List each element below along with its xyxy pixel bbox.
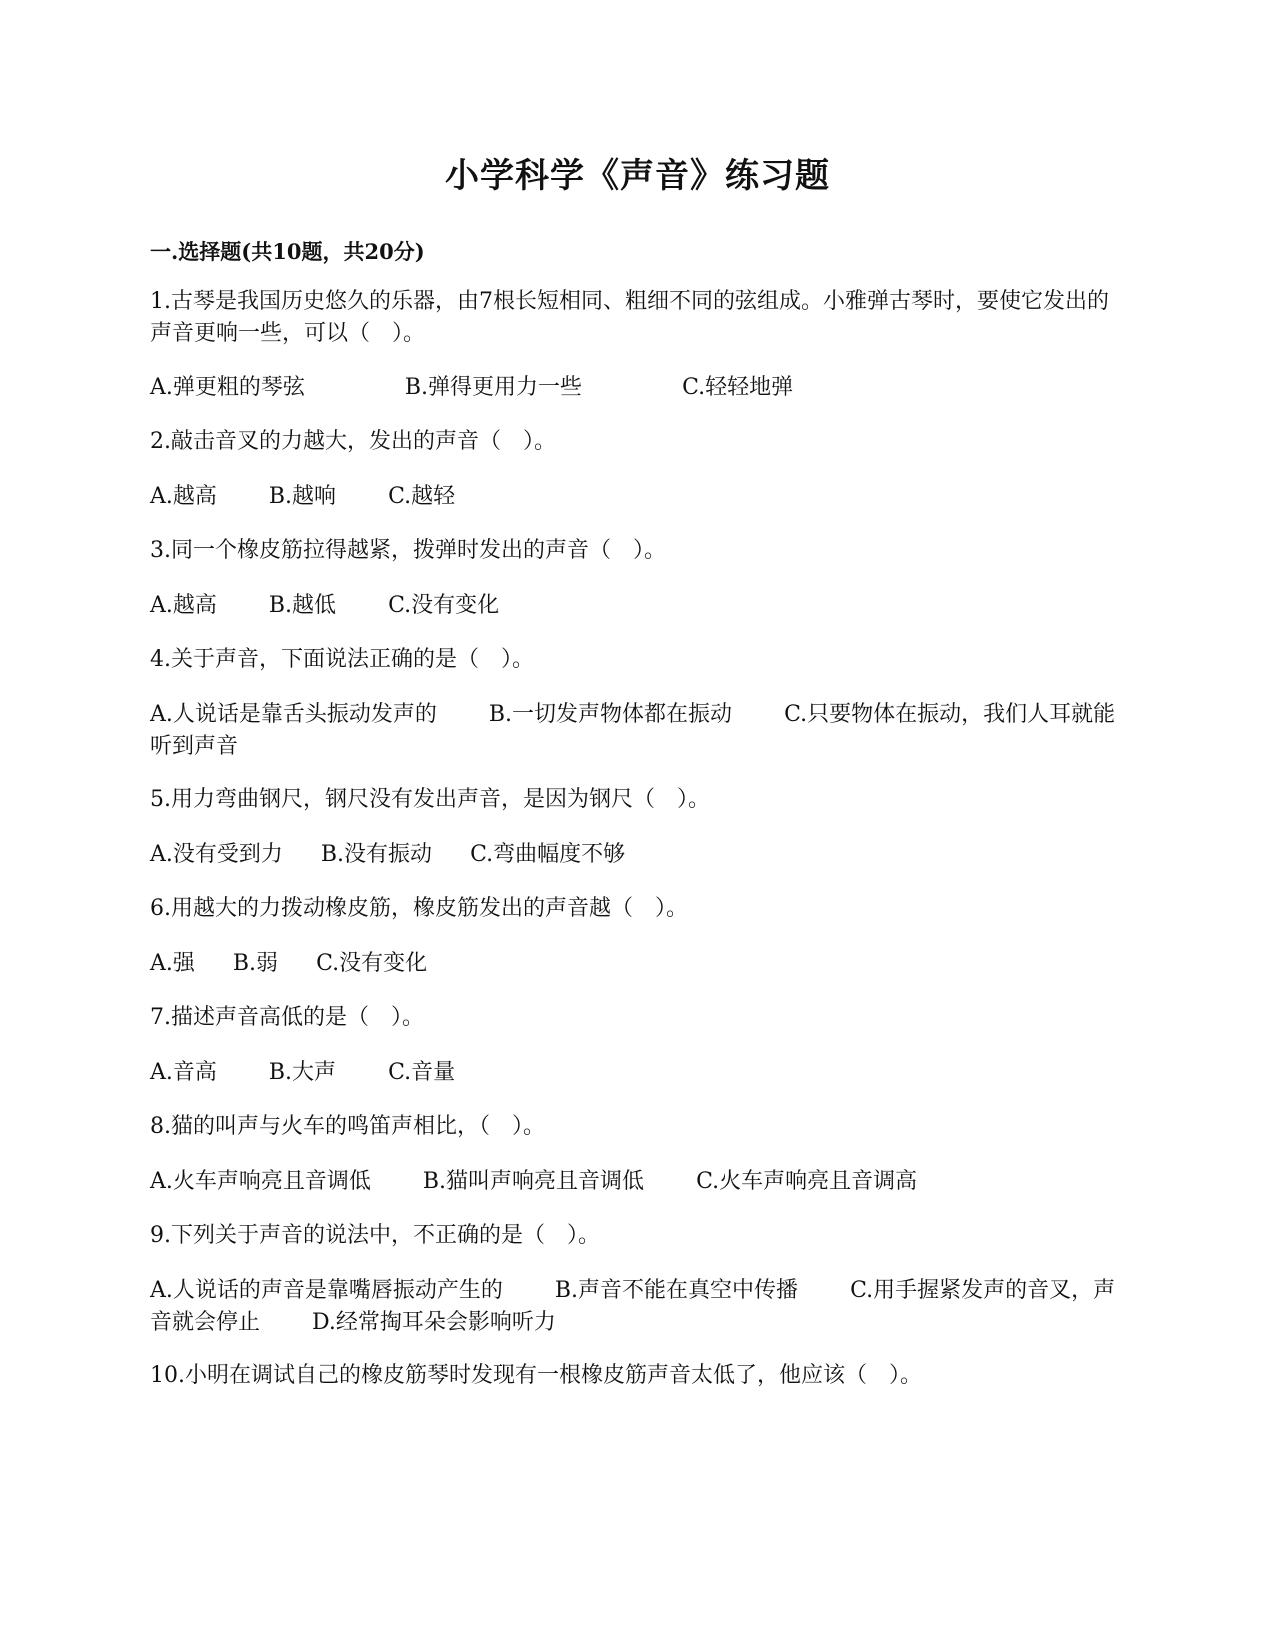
question-7: 7.描述声音高低的是（ ）。	[150, 1005, 424, 1030]
option-a: A.越高	[150, 484, 217, 509]
question-10: 10.小明在调试自己的橡皮筋琴时发现有一根橡皮筋声音太低了，他应该（ ）。	[150, 1363, 922, 1388]
option-b: B.声音不能在真空中传播	[554, 1278, 799, 1303]
option-c: C.越轻	[388, 484, 456, 509]
option-d: D.经常掏耳朵会影响听力	[312, 1310, 556, 1335]
question-6: 6.用越大的力拨动橡皮筋，橡皮筋发出的声音越（ ）。	[150, 896, 688, 921]
option-a: A.人说话的声音是靠嘴唇振动产生的	[150, 1278, 503, 1303]
option-a: A.强	[150, 951, 195, 976]
document-title: 小学科学《声音》练习题	[445, 156, 830, 196]
question-8: 8.猫的叫声与火车的鸣笛声相比，（ ）。	[150, 1114, 545, 1139]
option-a: A.没有受到力	[150, 842, 283, 867]
option-c: C.没有变化	[316, 951, 428, 976]
question-4-options	[150, 699, 1125, 763]
question-4: 4.关于声音，下面说法正确的是（ ）。	[150, 647, 534, 672]
option-a: A.火车声响亮且音调低	[150, 1169, 371, 1194]
option-b: B.弹得更用力一些	[404, 375, 583, 400]
option-c: C.轻轻地弹	[682, 375, 794, 400]
question-3-options	[150, 590, 1125, 622]
question-5-options	[150, 839, 1125, 871]
option-a: A.音高	[150, 1060, 217, 1085]
option-b: B.猫叫声响亮且音调低	[422, 1169, 645, 1194]
question-1-options	[150, 372, 1125, 404]
question-9-options	[150, 1275, 1125, 1339]
question-8-options	[150, 1166, 1125, 1198]
option-c: C.没有变化	[388, 593, 500, 618]
question-3: 3.同一个橡皮筋拉得越紧，拨弹时发出的声音（ ）。	[150, 538, 666, 563]
question-1: 1.古琴是我国历史悠久的乐器，由7根长短相同、粗细不同的弦组成。小雅弹古琴时，要使它发出的声音更响一些，可以（ ）。	[150, 289, 1109, 346]
option-b: B.弱	[232, 951, 279, 976]
question-7-options	[150, 1057, 1125, 1089]
option-c: C.用手握紧发声的音叉，声音就会停止	[150, 1278, 1116, 1335]
option-c: C.火车声响亮且音调高	[696, 1169, 918, 1194]
option-c: C.只要物体在振动，我们人耳就能听到声音	[150, 702, 1116, 759]
option-b: B.越低	[268, 593, 337, 618]
question-9: 9.下列关于声音的说法中，不正确的是（ ）。	[150, 1223, 600, 1248]
option-b: B.一切发声物体都在振动	[488, 702, 733, 727]
option-c: C.音量	[388, 1060, 456, 1085]
option-c: C.弯曲幅度不够	[470, 842, 626, 867]
question-2: 2.敲击音叉的力越大，发出的声音（ ）。	[150, 429, 556, 454]
question-2-options	[150, 481, 1125, 513]
option-a: A.越高	[150, 593, 217, 618]
option-b: B.没有振动	[320, 842, 433, 867]
option-a: A.人说话是靠舌头振动发声的	[150, 702, 437, 727]
question-5: 5.用力弯曲钢尺，钢尺没有发出声音，是因为钢尺（ ）。	[150, 787, 710, 812]
question-6-options	[150, 948, 1125, 980]
option-a: A.弹更粗的琴弦	[150, 375, 305, 400]
option-b: B.越响	[268, 484, 337, 509]
option-b: B.大声	[268, 1060, 337, 1085]
section-heading: 一.选择题(共10题，共20分)	[150, 239, 425, 264]
